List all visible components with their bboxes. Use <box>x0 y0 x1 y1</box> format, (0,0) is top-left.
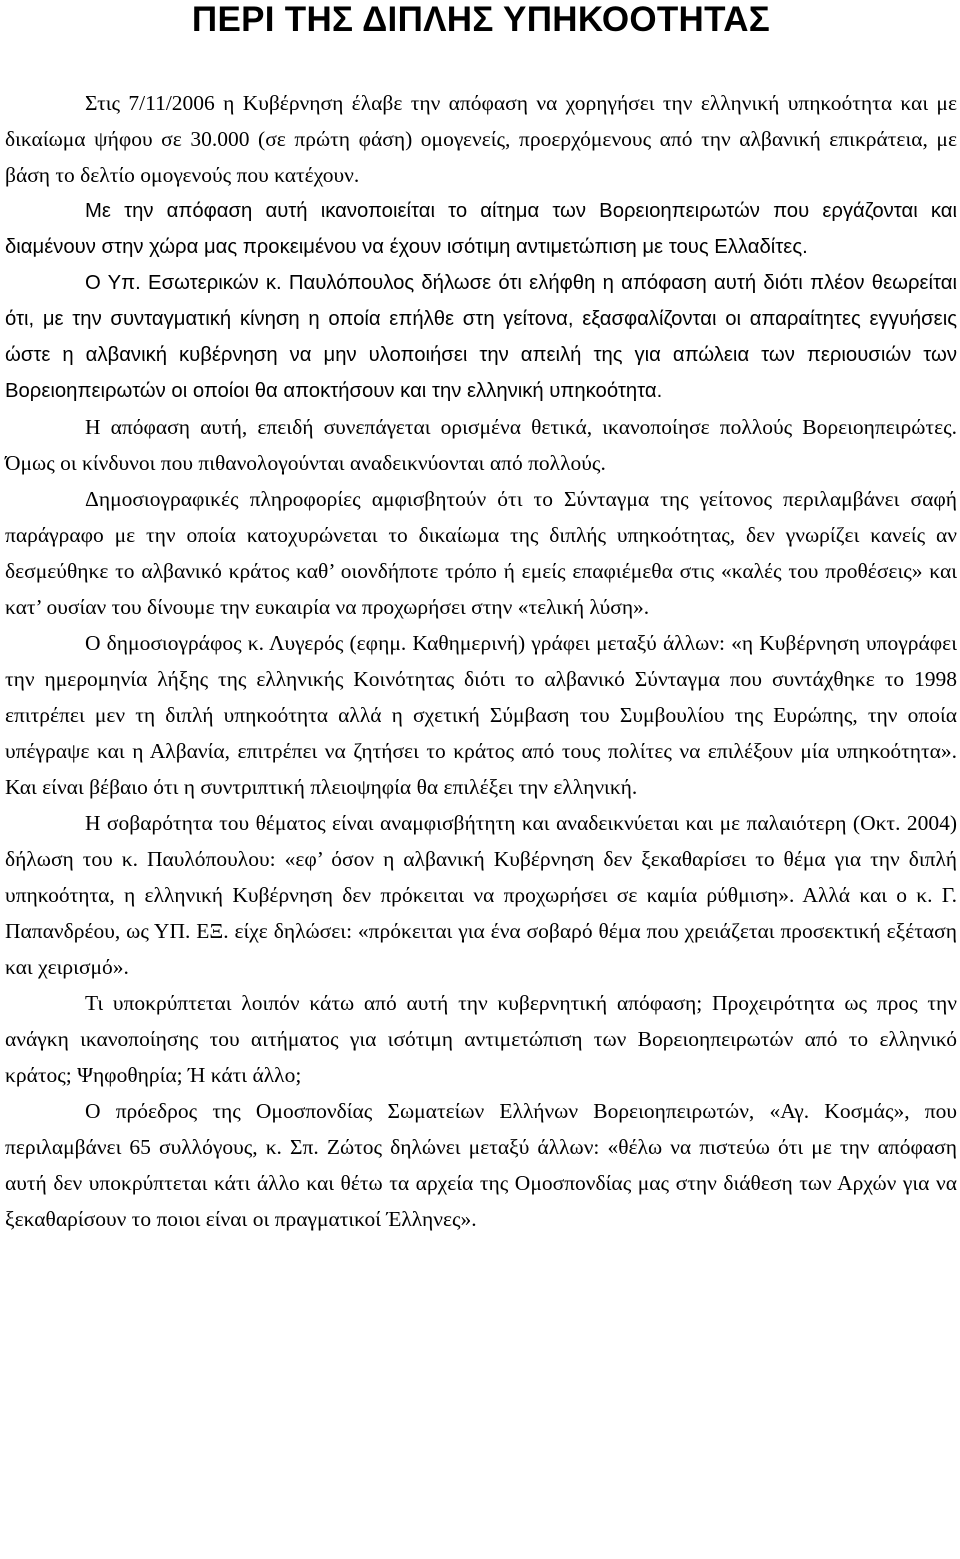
document-page <box>5 0 957 1237</box>
paragraph: Ο Υπ. Εσωτερικών κ. Παυλόπουλος δήλωσε ότι ελήφθη η απόφαση αυτή διότι πλέον θεωρείται ότι, με την συνταγματική κίνηση η οποία επήλθε στη γείτονα, εξασφαλίζονται οι απαραίτητες εγγυήσεις ώστε η αλβανική κυβέρνηση να μην υλοποιήσει την απειλή της για απώλεια των περιουσιών των Βορειοηπειρωτών οι οποίοι θα αποκτήσουν και την ελληνική υπηκοότητα. <box>5 272 957 402</box>
paragraph: Ο πρόεδρος της Ομοσπονδίας Σωματείων Ελλήνων Βορειοηπειρωτών, «Αγ. Κοσμάς», που περιλαμβάνει 65 συλλόγους, κ. Σπ. Ζώτος δηλώνει μεταξύ άλλων: «θέλω να πιστεύω ότι με την απόφαση αυτή δεν υποκρύπτεται κάτι άλλο και θέτω τα αρχεία της Ομοσπονδίας μας στην διάθεση των Αρχών για να ξεκαθαρίσουν το ποιοι είναι οι πραγματικοί Έλληνες». <box>5 1099 957 1231</box>
paragraph: Η απόφαση αυτή, επειδή συνεπάγεται ορισμένα θετικά, ικανοποίησε πολλούς Βορειοηπειρώτες. Όμως οι κίνδυνοι που πιθανολογούνται αναδεικνύονται από πολλούς. <box>5 415 957 475</box>
document-body <box>5 85 957 1237</box>
paragraph: Ο δημοσιογράφος κ. Λυγερός (εφημ. Καθημερινή) γράφει μεταξύ άλλων: «η Κυβέρνηση υπογράφει την ημερομηνία λήξης της ελληνικής Κοινότητας διότι το αλβανικό Σύνταγμα που συντάχθηκε το 1998 επιτρέπει μεν τη διπλή υπηκοότητα αλλά η σχετική Σύμβαση του Συμβουλίου της Ευρώπης, την οποία υπέγραψε και η Αλβανία, επιτρέπει να ζητήσει το κράτος από τους πολίτες να επιλέξουν μία υπηκοότητα». Και είναι βέβαιο ότι η συντριπτική πλειοψηφία θα επιλέξει την ελληνική. <box>5 631 957 799</box>
document-title: ΠΕΡΙ ΤΗΣ ΔΙΠΛΗΣ ΥΠΗΚΟΟΤΗΤΑΣ <box>191 0 771 39</box>
paragraph: Η σοβαρότητα του θέματος είναι αναμφισβήτητη και αναδεικνύεται και με παλαιότερη (Οκτ. 2004) δήλωση του κ. Παυλόπουλου: «εφ’ όσον η αλβανική Κυβέρνηση δεν ξεκαθαρίσει το θέμα για την διπλή υπηκοότητα, η ελληνική Κυβέρνηση δεν πρόκειται να προχωρήσει σε καμία ρύθμιση». Αλλά και ο κ. Γ. Παπανδρέου, ως ΥΠ. ΕΞ. είχε δηλώσει: «πρόκειται για ένα σοβαρό θέμα που χρειάζεται προσεκτική εξέταση και χειρισμό». <box>5 811 957 979</box>
paragraph: Στις 7/11/2006 η Κυβέρνηση έλαβε την απόφαση να χορηγήσει την ελληνική υπηκοότητα και με δικαίωμα ψήφου σε 30.000 (σε πρώτη φάση) ομογενείς, προερχόμενους από την αλβανική επικράτεια, με βάση το δελτίο ομογενούς που κατέχουν. <box>5 91 957 187</box>
paragraph: Με την απόφαση αυτή ικανοποιείται το αίτημα των Βορειοηπειρωτών που εργάζονται και διαμένουν στην χώρα μας προκειμένου να έχουν ισότιμη αντιμετώπιση με τους Ελλαδίτες. <box>5 200 957 258</box>
paragraph: Δημοσιογραφικές πληροφορίες αμφισβητούν ότι το Σύνταγμα της γείτονος περιλαμβάνει σαφή παράγραφο με την οποία κατοχυρώνεται το δικαίωμα της διπλής υπηκοότητας, δεν γνωρίζει κανείς αν δεσμεύθηκε το αλβανικό κράτος καθ’ οιονδήποτε τρόπο ή εμείς επαφιέμεθα στις «καλές του προθέσεις» και κατ’ ουσίαν του δίνουμε την ευκαιρία να προχωρήσει στην «τελική λύση». <box>5 487 957 619</box>
paragraph: Τι υποκρύπτεται λοιπόν κάτω από αυτή την κυβερνητική απόφαση; Προχειρότητα ως προς την ανάγκη ικανοποίησης του αιτήματος για ισότιμη αντιμετώπιση των Βορειοηπειρωτών από το ελληνικό κράτος; Ψηφοθηρία; Ή κάτι άλλο; <box>5 991 957 1087</box>
